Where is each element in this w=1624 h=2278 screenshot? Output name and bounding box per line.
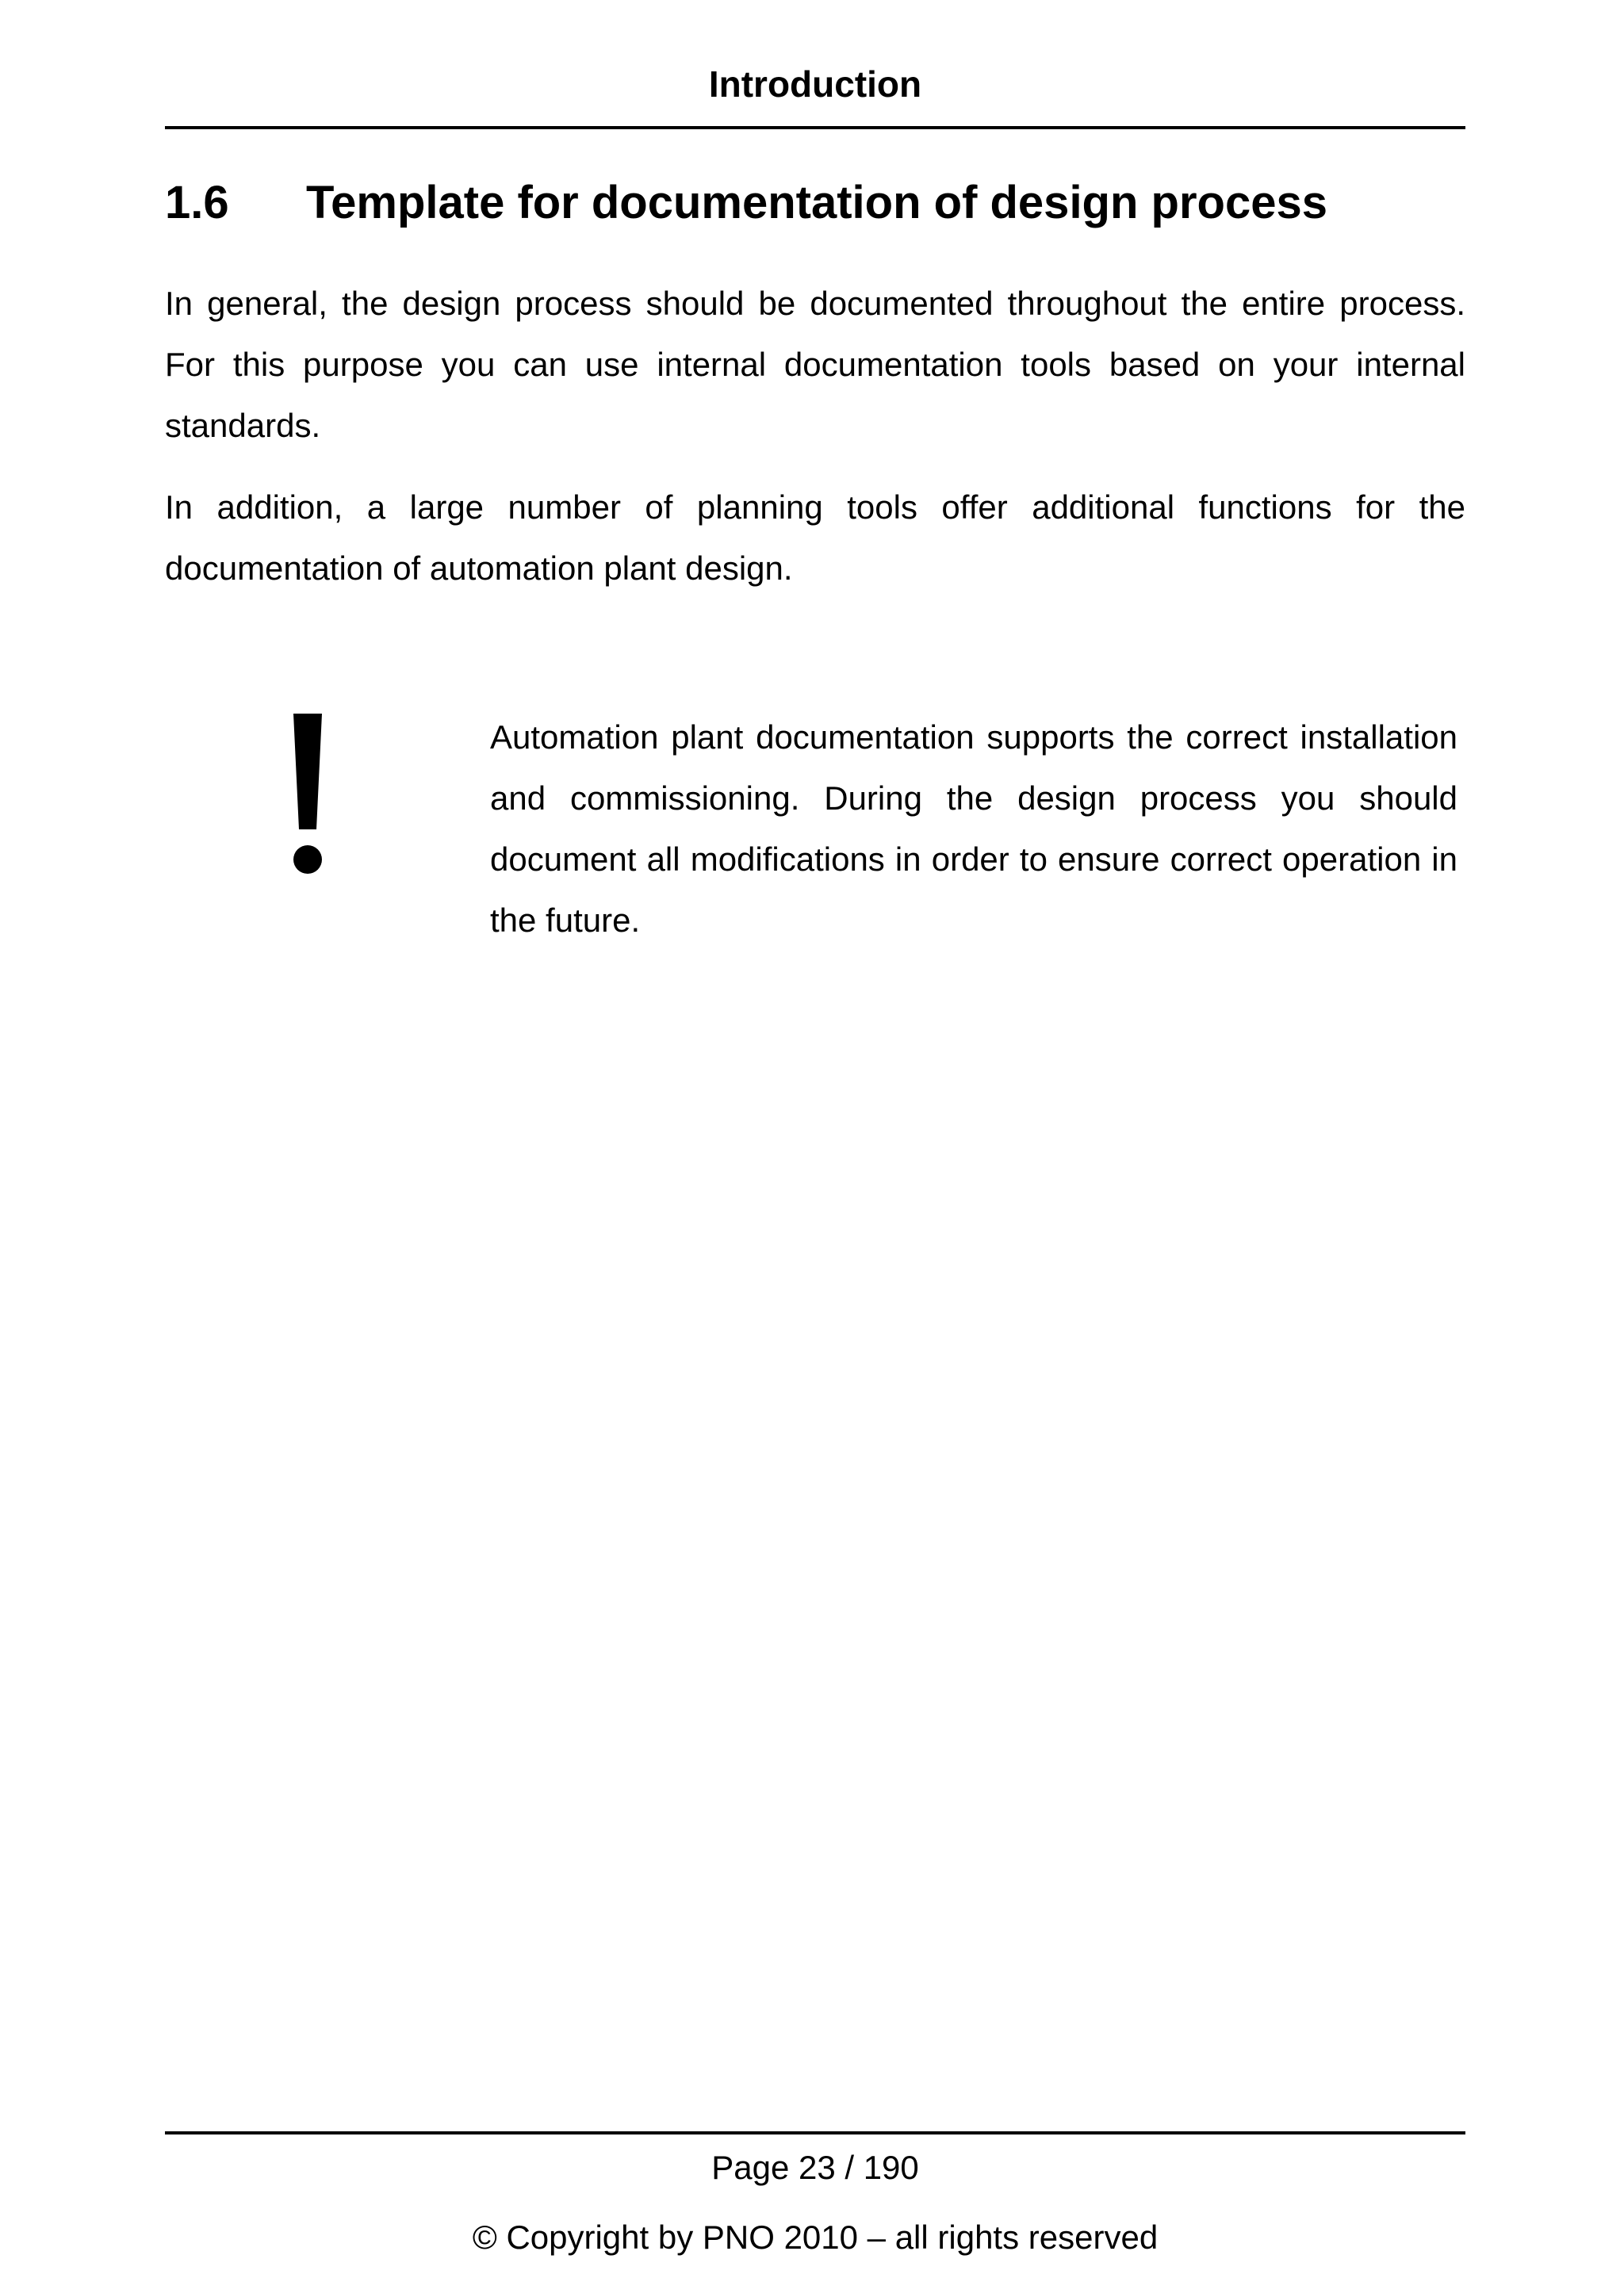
note-text: Automation plant documentation supports the correct installation and commissioning. During the design process you should document all modifications in order to ensure correct operation in the future. (490, 718, 1457, 939)
page-number: Page 23 / 190 (711, 2149, 919, 2186)
running-header: Introduction (708, 63, 922, 105)
footer-rule (165, 2131, 1465, 2134)
header-rule (165, 126, 1465, 129)
body-paragraph-1: In general, the design process should be documented throughout the entire process. For this purpose you can use internal documentation tools based on your internal standards. (165, 285, 1465, 444)
section-number: 1.6 (165, 177, 229, 228)
body-paragraph-2: In addition, a large number of planning tools offer additional functions for the documentation of automation plant design. (165, 488, 1465, 587)
exclamation-icon (289, 714, 327, 877)
section-heading (165, 174, 1465, 232)
section-title: Template for documentation of design process (306, 177, 1327, 228)
copyright-notice: © Copyright by PNO 2010 – all rights reserved (472, 2219, 1159, 2256)
